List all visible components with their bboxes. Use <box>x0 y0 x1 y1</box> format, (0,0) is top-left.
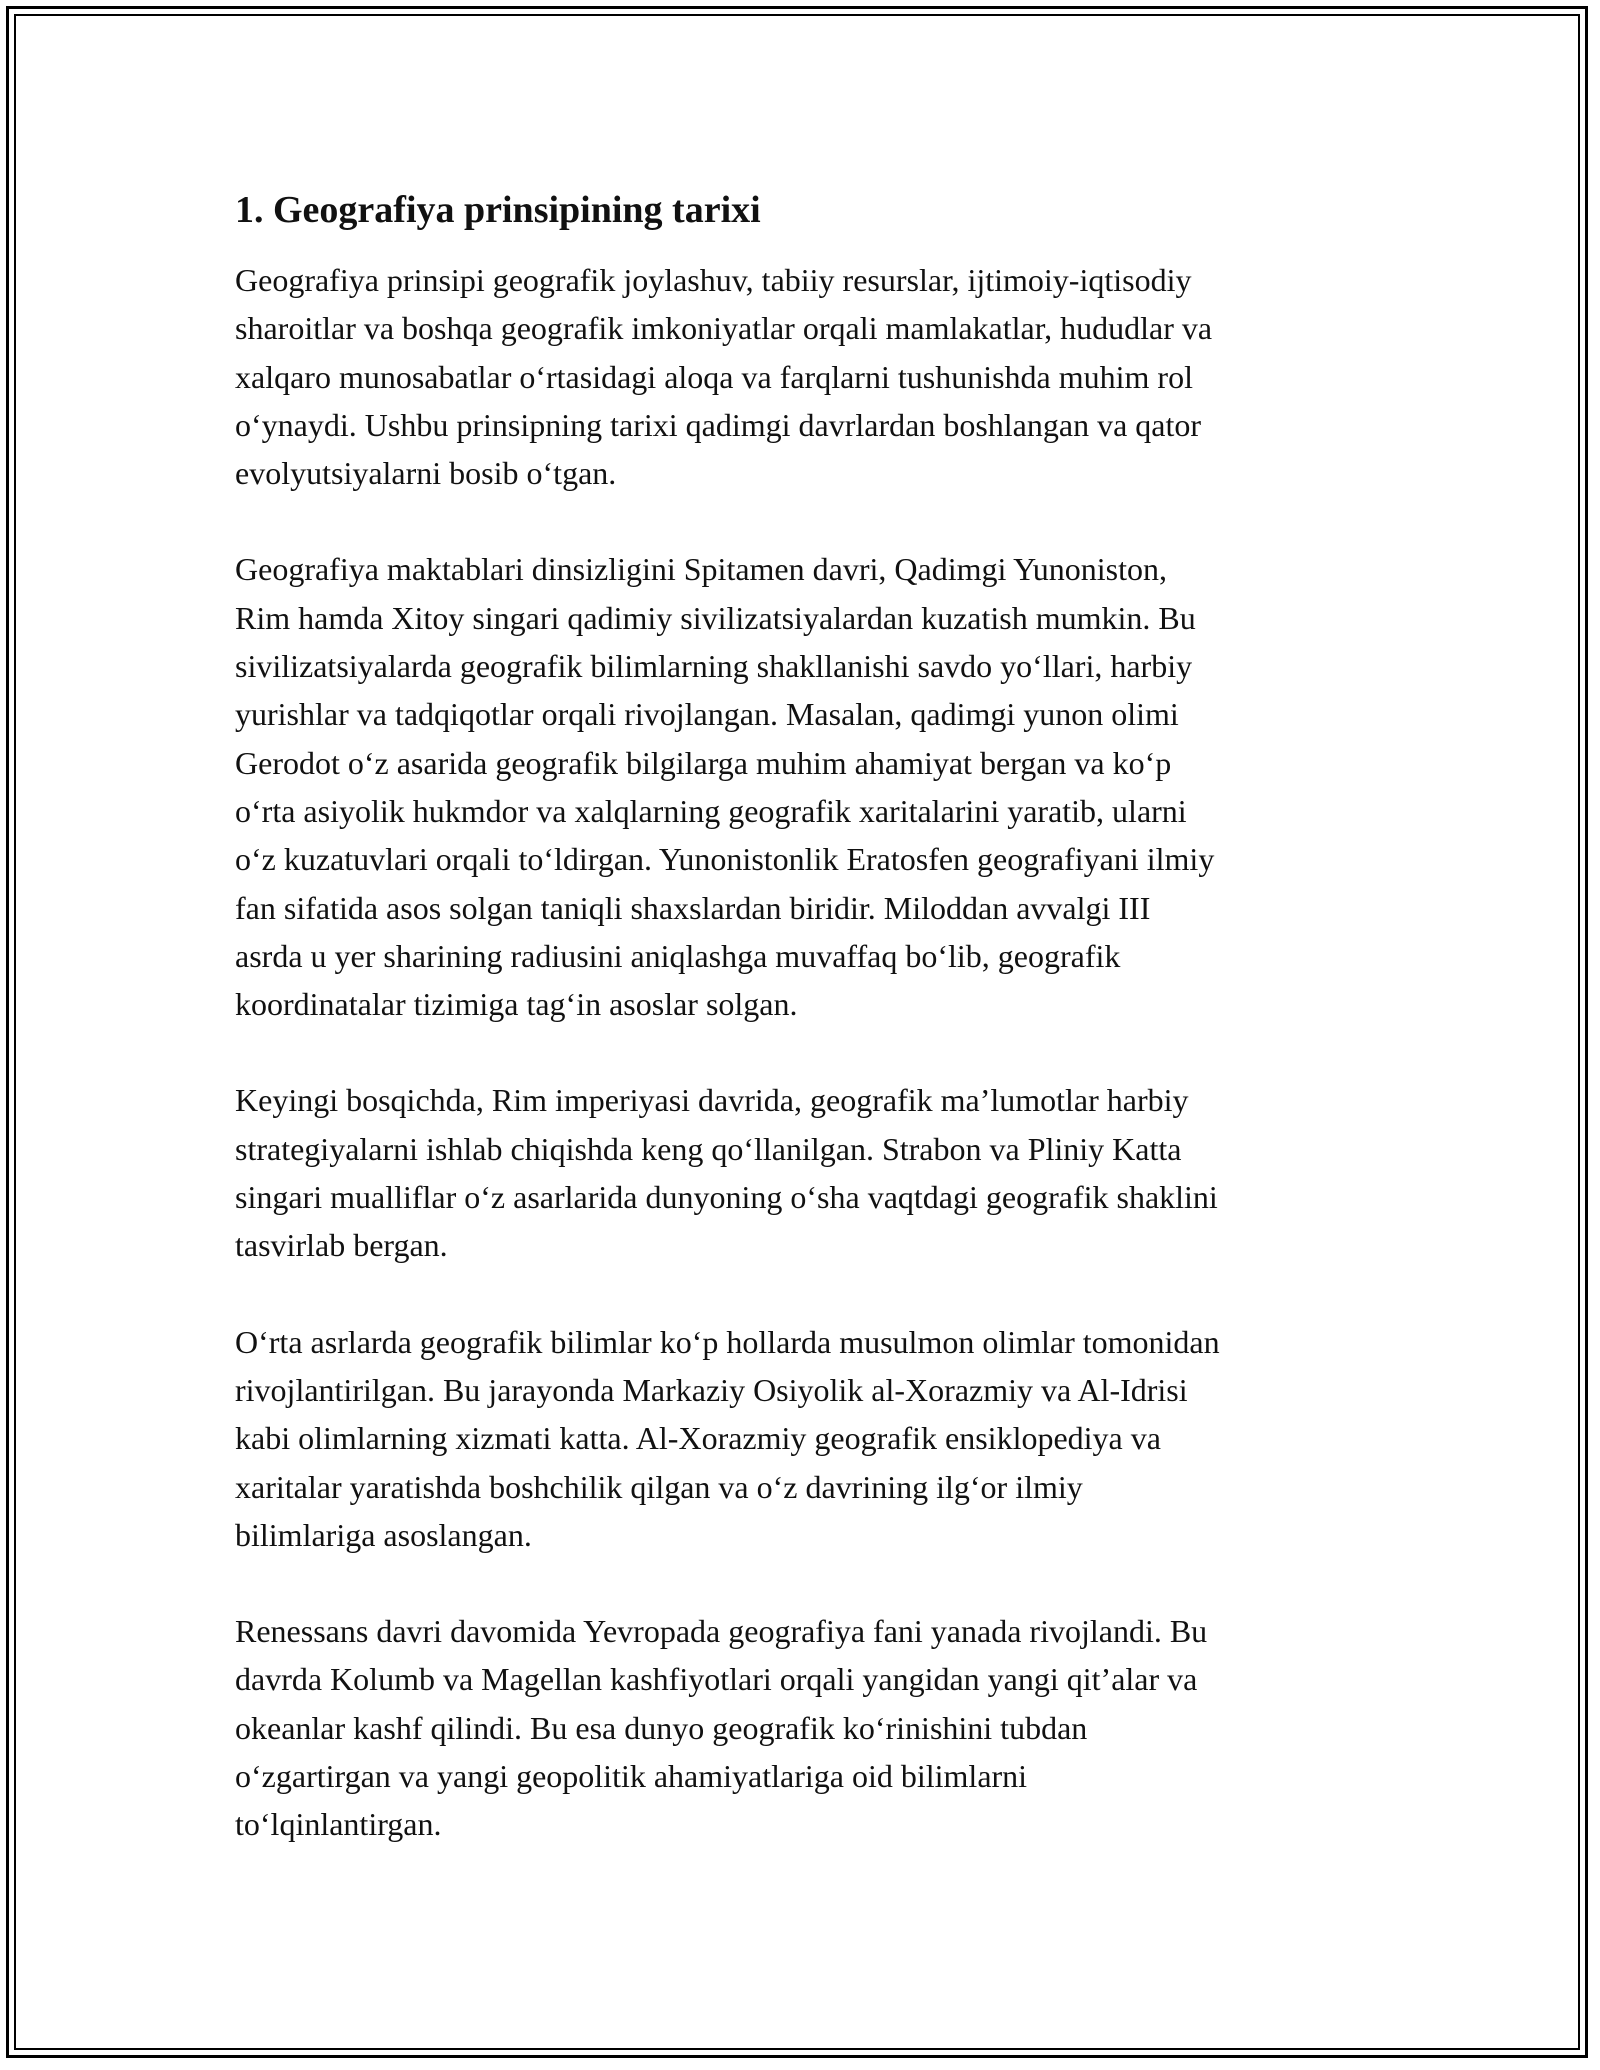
paragraph-line: rivojlantirilgan. Bu jarayonda Markaziy Osiyolik al-Xorazmiy va Al-Idrisi <box>235 1371 1188 1408</box>
paragraph-line: kabi olimlarning xizmati katta. Al-Xorazmiy geografik ensiklopediya va <box>235 1420 1161 1457</box>
paragraph-middle-ages <box>235 1318 1370 1559</box>
paragraph-line: tasvirlab bergan. <box>235 1227 448 1264</box>
paragraph-line: Rim hamda Xitoy singari qadimiy sivilizatsiyalardan kuzatish mumkin. Bu <box>235 599 1196 636</box>
paragraph-line: Gerodot oʻz asarida geografik bilgilarga muhim ahamiyat bergan va koʻp <box>235 744 1172 781</box>
paragraph-renaissance <box>235 1607 1370 1848</box>
paragraph-line: sharoitlar va boshqa geografik imkoniyatlar orqali mamlakatlar, hududlar va <box>235 310 1213 347</box>
paragraph-line: xalqaro munosabatlar oʻrtasidagi aloqa va farqlarni tushunishda muhim rol <box>235 358 1193 395</box>
paragraph-line: toʻlqinlantirgan. <box>235 1806 442 1843</box>
paragraph-line: strategiyalarni ishlab chiqishda keng qoʻllanilgan. Strabon va Pliniy Katta <box>235 1130 1182 1167</box>
paragraph-line: davrda Kolumb va Magellan kashfiyotlari orqali yangidan yangi qitʼalar va <box>235 1661 1198 1698</box>
paragraph-line: okeanlar kashf qilindi. Bu esa dunyo geografik koʻrinishini tubdan <box>235 1709 1088 1746</box>
paragraph-line: singari mualliflar oʻz asarlarida dunyoning oʻsha vaqtdagi geografik shaklini <box>235 1179 1218 1216</box>
paragraph-ancient-schools <box>235 545 1370 1028</box>
paragraph-roman-era <box>235 1076 1370 1269</box>
paragraph-line: bilimlariga asoslangan. <box>235 1516 532 1553</box>
page-title: 1. Geografiya prinsipining tarixi <box>235 189 761 231</box>
paragraph-line: oʻrta asiyolik hukmdor va xalqlarning geografik xaritalarini yaratib, ularni <box>235 792 1187 829</box>
paragraph-line: Renessans davri davomida Yevropada geografiya fani yanada rivojlandi. Bu <box>235 1613 1208 1650</box>
paragraph-history-intro <box>235 256 1370 497</box>
document-body <box>235 186 1370 1897</box>
paragraph-line: sivilizatsiyalarda geografik bilimlarning shakllanishi savdo yoʻllari, harbiy <box>235 648 1193 685</box>
paragraph-line: yurishlar va tadqiqotlar orqali rivojlangan. Masalan, qadimgi yunon olimi <box>235 696 1179 733</box>
paragraph-line: Oʻrta asrlarda geografik bilimlar koʻp hollarda musulmon olimlar tomonidan <box>235 1323 1220 1360</box>
paragraph-line: evolyutsiyalarni bosib oʻtgan. <box>235 455 617 492</box>
paragraph-line: Geografiya prinsipi geografik joylashuv, tabiiy resurslar, ijtimoiy-iqtisodiy <box>235 262 1192 298</box>
paragraph-line: asrda u yer sharining radiusini aniqlashga muvaffaq boʻlib, geografik <box>235 937 1121 974</box>
paragraph-line: Keyingi bosqichda, Rim imperiyasi davrida, geografik maʼlumotlar harbiy <box>235 1082 1189 1119</box>
paragraph-line: Geografiya maktablari dinsizligini Spitamen davri, Qadimgi Yunoniston, <box>235 551 1167 588</box>
paragraph-line: oʻynaydi. Ushbu prinsipning tarixi qadimgi davrlardan boshlangan va qator <box>235 406 1202 443</box>
paragraph-line: oʻzgartirgan va yangi geopolitik ahamiyatlariga oid bilimlarni <box>235 1758 1028 1795</box>
paragraph-line: fan sifatida asos solgan taniqli shaxslardan biridir. Miloddan avvalgi III <box>235 889 1151 926</box>
paragraph-line: koordinatalar tizimiga tagʻin asoslar solgan. <box>235 986 798 1023</box>
paragraph-line: xaritalar yaratishda boshchilik qilgan va oʻz davrining ilgʻor ilmiy <box>235 1468 1083 1505</box>
paragraph-line: oʻz kuzatuvlari orqali toʻldirgan. Yunonistonlik Eratosfen geografiyani ilmiy <box>235 841 1215 878</box>
